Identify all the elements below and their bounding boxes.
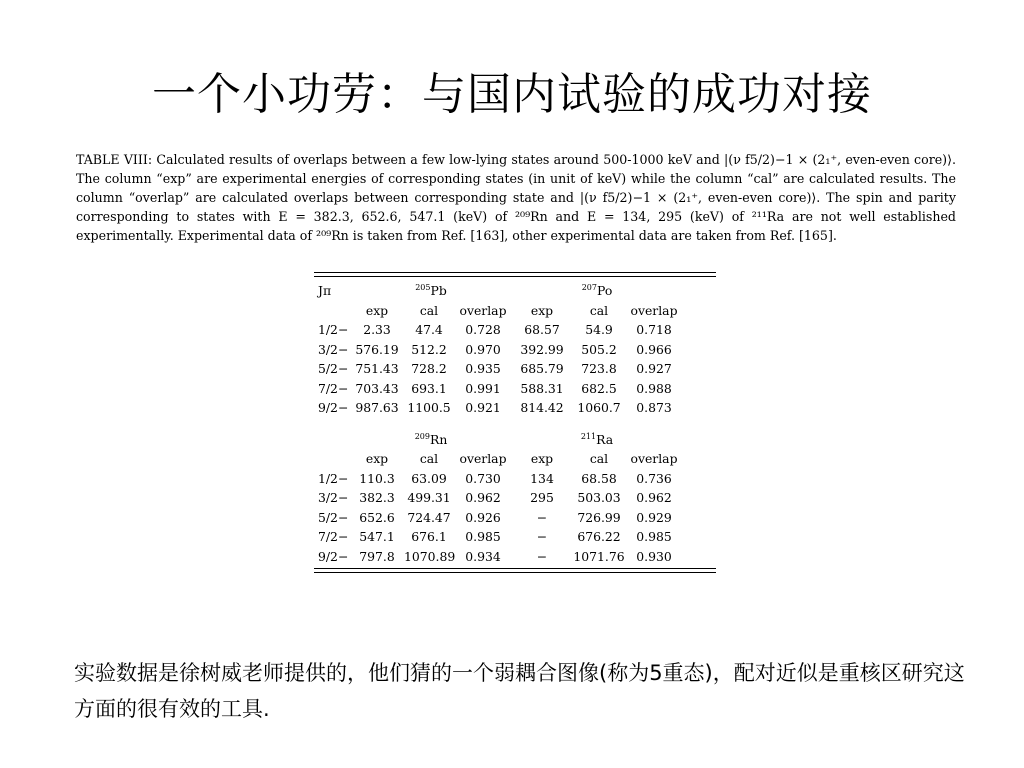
jpi-cell: 9/2−	[318, 548, 349, 564]
jpi-cell: 7/2−	[318, 380, 349, 396]
top-table-body	[314, 320, 716, 418]
table-row	[314, 359, 716, 379]
table-bottom-rule	[314, 568, 716, 569]
table-cell: 110.3	[359, 470, 395, 486]
slide-note: 实验数据是徐树威老师提供的，他们猜的一个弱耦合图像(称为5重态)，配对近似是重核区研究这方面的很有效的工具.	[74, 661, 965, 721]
table-cell: 1100.5	[407, 400, 451, 415]
slide-title: 一个小功劳：与国内试验的成功对接	[152, 69, 872, 120]
jpi-cell: 1/2−	[318, 322, 349, 337]
table-cell: 2.33	[363, 322, 391, 337]
table-cell: 797.8	[359, 548, 395, 564]
table-row	[314, 398, 716, 418]
table-cell: −	[536, 529, 548, 544]
table-cell: 0.926	[465, 509, 501, 525]
table-cell: 676.22	[577, 529, 621, 544]
table-caption: TABLE VIII: Calculated results of overlaps between a few low-lying states around 500-1000 keV and |(ν f5/2)−1 × (2₁⁺, even-even core)⟩. The column “exp” are experimental energies of corresponding states (in unit of keV) while the column “cal” are calculated results. The column “overlap” are calculated overlaps between corresponding state and |(ν f5/2)−1 × (2₁⁺, even-even core)⟩. The spin and parity corresponding to states with E = 382.3, 652.6, 547.1 (keV) of ²⁰⁹Rn and E = 134, 295 (keV) of ²¹¹Ra are not well established experimentally. Experimental data of ²⁰⁹Rn is taken from Ref. [163], other experimental data are taken from Ref. [165].	[76, 152, 956, 243]
column-header: exp	[530, 302, 554, 318]
table-cell: 751.43	[355, 361, 399, 376]
table-cell: 63.09	[411, 470, 447, 486]
table-cell: 0.966	[636, 341, 672, 357]
table-cell: 0.988	[636, 380, 672, 396]
table-cell: 723.8	[581, 361, 617, 376]
column-header: cal	[589, 302, 609, 318]
table-cell: 0.728	[465, 322, 501, 337]
table-cell: 0.991	[465, 380, 501, 396]
table-cell: 68.58	[581, 470, 617, 486]
table-cell: 505.2	[581, 341, 617, 357]
table-cell: 0.873	[636, 400, 672, 415]
table-cell: 54.9	[585, 322, 613, 337]
jpi-cell: 5/2−	[318, 361, 349, 376]
overlap-table	[314, 272, 716, 573]
table-cell: 382.3	[359, 490, 395, 505]
table-top-rule-2	[314, 276, 716, 277]
table-row	[314, 527, 716, 547]
table-cell: 503.03	[577, 490, 621, 505]
jpi-cell: 9/2−	[318, 400, 349, 415]
column-header-row	[314, 449, 716, 469]
table-row	[314, 340, 716, 360]
table-cell: 0.929	[636, 509, 672, 525]
table-cell: 47.4	[415, 322, 443, 337]
bottom-table-body	[314, 469, 716, 567]
column-header: cal	[419, 302, 439, 318]
isotope-header-row	[314, 281, 716, 301]
jpi-cell: 5/2−	[318, 509, 349, 525]
column-header: overlap	[459, 451, 507, 466]
column-header: cal	[419, 451, 439, 466]
table-cell: 0.718	[636, 322, 672, 337]
column-header-row	[314, 301, 716, 321]
table-cell: 0.970	[465, 341, 501, 357]
jpi-cell: 7/2−	[318, 529, 349, 544]
table-cell: 1060.7	[577, 400, 621, 415]
table-cell: 0.930	[636, 548, 672, 564]
table-bottom-rule-2	[314, 572, 716, 573]
column-header: cal	[589, 451, 609, 466]
table-cell: 0.921	[465, 400, 501, 415]
table-cell: 295	[530, 490, 554, 505]
table-row	[314, 508, 716, 528]
table-cell: 512.2	[411, 341, 447, 357]
table-cell: 676.1	[411, 529, 447, 544]
table-cell: 392.99	[520, 341, 564, 357]
table-cell: 0.927	[636, 361, 672, 376]
table-cell: 987.63	[355, 400, 399, 415]
table-cell: 0.730	[465, 470, 501, 486]
column-header: overlap	[630, 302, 678, 318]
table-row	[314, 547, 716, 567]
table-cell: 0.934	[465, 548, 501, 564]
table-row	[314, 488, 716, 508]
table-cell: −	[536, 509, 548, 525]
table-cell: 0.962	[465, 490, 501, 505]
jpi-header: Jπ	[318, 283, 332, 298]
table-cell: 576.19	[355, 341, 399, 357]
jpi-cell: 3/2−	[318, 490, 349, 505]
table-row	[314, 379, 716, 399]
isotope-label: $^{209}$Rn	[414, 431, 448, 447]
table-cell: 68.57	[524, 322, 560, 337]
column-header: overlap	[630, 451, 678, 466]
table-row	[314, 469, 716, 489]
table-cell: 0.736	[636, 470, 672, 486]
table-cell: 703.43	[355, 380, 399, 396]
table-cell: 728.2	[411, 361, 447, 376]
isotope-label: $^{207}$Po	[581, 283, 613, 298]
table-cell: 1070.89	[404, 548, 456, 564]
table-cell: 693.1	[411, 380, 447, 396]
table-cell: 0.985	[636, 529, 672, 544]
table-cell: 547.1	[359, 529, 395, 544]
column-header: overlap	[459, 302, 507, 318]
table-cell: −	[536, 548, 548, 564]
table-cell: 1071.76	[573, 548, 625, 564]
table-row	[314, 320, 716, 340]
table-cell: 499.31	[407, 490, 451, 505]
table-cell: 588.31	[520, 380, 564, 396]
table-cell: 724.47	[407, 509, 451, 525]
column-header: exp	[530, 451, 554, 466]
isotope-label: $^{211}$Ra	[580, 431, 614, 447]
table-cell: 814.42	[520, 400, 564, 415]
jpi-cell: 3/2−	[318, 341, 349, 357]
column-header: exp	[365, 302, 389, 318]
table-cell: 0.985	[465, 529, 501, 544]
table-top-rule	[314, 272, 716, 273]
table-cell: 0.935	[465, 361, 501, 376]
table-cell: 685.79	[520, 361, 564, 376]
table-cell: 134	[530, 470, 554, 486]
table-cell: 682.5	[581, 380, 617, 396]
isotope-label: $^{205}$Pb	[415, 283, 447, 298]
table-cell: 726.99	[577, 509, 621, 525]
isotope-header-row	[314, 430, 716, 450]
table-cell: 0.962	[636, 490, 672, 505]
table-cell: 652.6	[359, 509, 395, 525]
jpi-cell: 1/2−	[318, 470, 349, 486]
column-header: exp	[365, 451, 389, 466]
